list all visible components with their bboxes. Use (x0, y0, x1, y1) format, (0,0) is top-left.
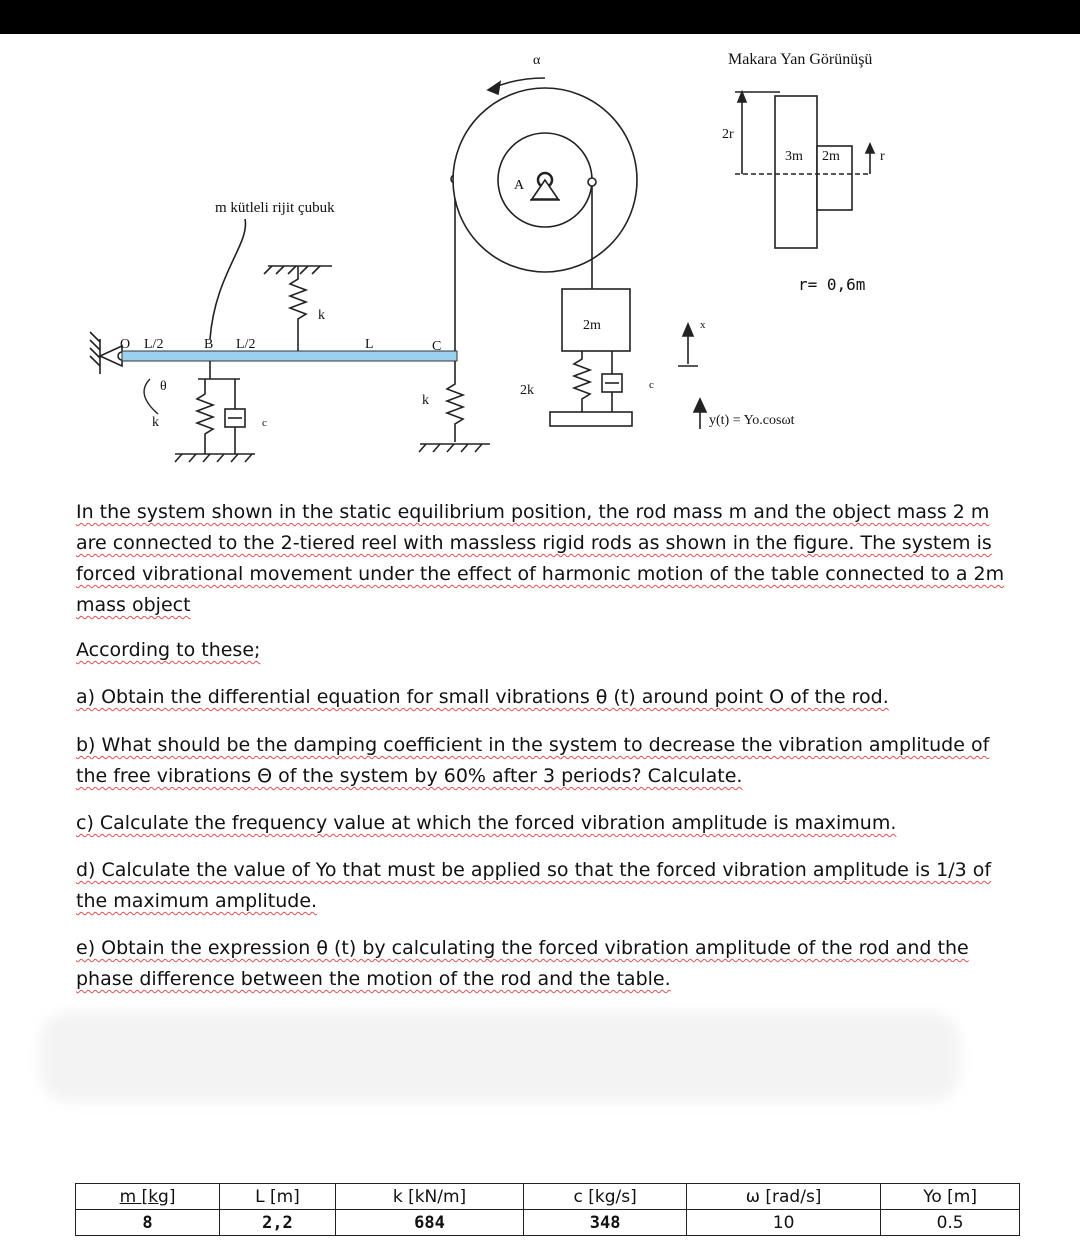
value-k: 684 (335, 1210, 523, 1236)
label-3m: 3m (785, 149, 803, 164)
label-L2-right: L/2 (236, 337, 256, 352)
header-L: L [m] (220, 1184, 336, 1210)
table-value-row (76, 1210, 1020, 1236)
label-c-right: c (649, 379, 654, 391)
top-black-bar (0, 0, 1080, 34)
label-yt: y(t) = Yo.cosωt (709, 413, 795, 428)
label-k-mid: k (422, 393, 429, 408)
label-A: A (514, 178, 525, 193)
label-2r: 2r (722, 127, 734, 142)
header-k: k [kN/m] (335, 1184, 523, 1210)
label-2m-reel: 2m (822, 149, 840, 164)
header-m: m [kg] (76, 1184, 220, 1210)
pulley-side-view-title: Makara Yan Görünüşü (728, 51, 873, 68)
mechanical-system-diagram (0, 34, 1080, 474)
value-L: 2,2 (220, 1210, 336, 1236)
radius-note: r= 0,6m (798, 275, 866, 294)
label-2m-block: 2m (583, 318, 601, 333)
question-c: c) Calculate the frequency value at which the forced vibration amplitude is maximum. (76, 812, 897, 834)
header-c: c [kg/s] (524, 1184, 687, 1210)
value-yo: 0.5 (881, 1210, 1020, 1236)
question-a: a) Obtain the differential equation for small vibrations θ (t) around point O of the rod. (76, 686, 889, 708)
question-e: e) Obtain the expression θ (t) by calculating the forced vibration amplitude of the rod and the phase difference between the motion of the rod and the table. (76, 937, 969, 990)
alpha-label: α (533, 53, 541, 68)
blurred-region (40, 1012, 960, 1102)
value-omega: 10 (686, 1210, 880, 1236)
label-c-left: c (262, 417, 267, 429)
label-L2-left: L/2 (144, 337, 164, 352)
header-yo: Yo [m] (881, 1184, 1020, 1210)
rod-label: m kütleli rijit çubuk (215, 200, 335, 216)
rigid-rod (122, 351, 457, 361)
value-c: 348 (524, 1210, 687, 1236)
label-O: O (120, 337, 131, 352)
table-header-row (76, 1184, 1020, 1210)
header-omega: ω [rad/s] (686, 1184, 880, 1210)
label-theta: θ (160, 379, 167, 394)
label-x: x (700, 319, 706, 331)
label-C: C (432, 339, 442, 354)
intro-paragraph: In the system shown in the static equilibrium position, the rod mass m and the object mass 2 m are connected to the 2-tiered reel with massless rigid rods as shown in the figure. The system is forced vibrational movement under the effect of harmonic motion of the table connected to a 2m mass object (76, 501, 1005, 616)
label-L: L (365, 337, 374, 352)
according-line: According to these; (76, 639, 261, 661)
parameter-table (75, 1183, 1020, 1236)
question-d: d) Calculate the value of Yo that must be applied so that the forced vibration amplitude is 1/3 of the maximum amplitude. (76, 859, 992, 912)
label-k-left: k (152, 415, 159, 430)
value-m: 8 (76, 1210, 220, 1236)
label-r: r (880, 149, 885, 164)
question-b: b) What should be the damping coefficient in the system to decrease the vibration amplitude of the free vibrations Θ of the system by 60% after 3 periods? Calculate. (76, 734, 990, 787)
label-2k: 2k (520, 383, 534, 398)
label-B: B (204, 337, 214, 352)
label-k-top: k (318, 308, 325, 323)
